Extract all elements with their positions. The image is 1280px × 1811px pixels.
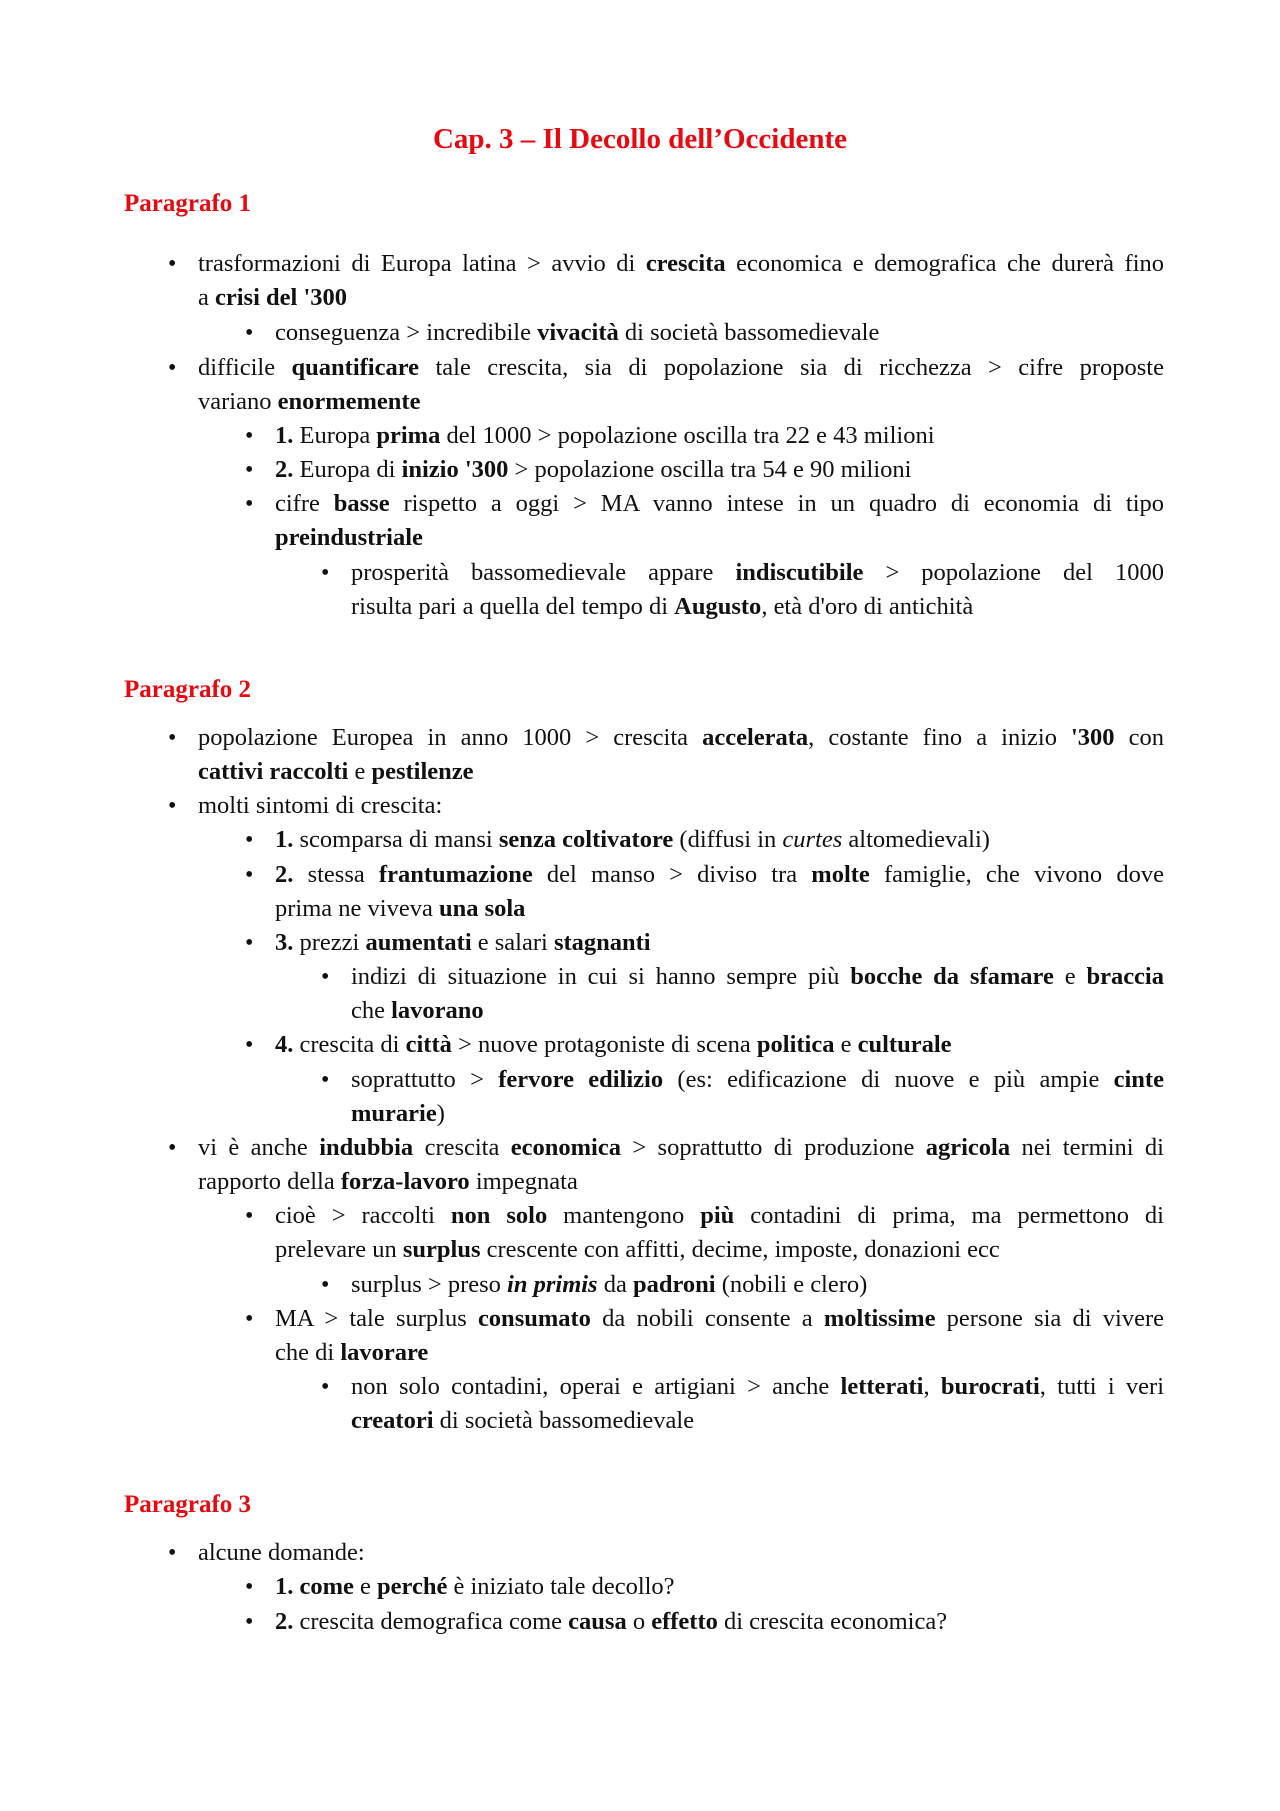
list-item: 1. Europa prima del 1000 > popolazione oscilla tra 22 e 43 milioni xyxy=(275,422,935,449)
list-item: vi è anche indubbia crescita economica > soprattutto di produzione agricola nei termini di rapporto della forza-lavoro impegnata xyxy=(198,1134,1164,1196)
list-item: soprattutto > fervore edilizio (es: edificazione di nuove e più ampie cinte murarie) xyxy=(351,1066,1164,1128)
list-item: conseguenza > incredibile vivacità di società bassomedievale xyxy=(275,319,880,346)
list-item: popolazione Europea in anno 1000 > crescita accelerata, costante fino a inizio '300 con cattivi raccolti e pestilenze xyxy=(198,724,1164,786)
list-item: molti sintomi di crescita: xyxy=(198,792,443,819)
bullet-icon: • xyxy=(245,827,254,853)
list-item: 4. crescita di città > nuove protagoniste di scena politica e culturale xyxy=(275,1031,952,1058)
bullet-icon: • xyxy=(168,793,177,819)
bullet-icon: • xyxy=(168,355,177,381)
bullet-icon: • xyxy=(321,560,330,586)
section-heading-3: Paragrafo 3 xyxy=(124,1491,252,1518)
bullet-icon: • xyxy=(245,1306,254,1332)
bullet-icon: • xyxy=(168,1135,177,1161)
list-item: non solo contadini, operai e artigiani > anche letterati, burocrati, tutti i veri creatori di società bassomedievale xyxy=(351,1373,1164,1435)
bullet-icon: • xyxy=(168,725,177,751)
list-item: MA > tale surplus consumato da nobili consente a moltissime persone sia di vivere che di lavorare xyxy=(275,1305,1164,1367)
list-item: 3. prezzi aumentati e salari stagnanti xyxy=(275,929,651,956)
list-item: 2. stessa frantumazione del manso > diviso tra molte famiglie, che vivono dove prima ne viveva una sola xyxy=(275,861,1164,923)
bullet-icon: • xyxy=(321,1067,330,1093)
bullet-icon: • xyxy=(245,1203,254,1229)
list-item: cioè > raccolti non solo mantengono più contadini di prima, ma permettono di prelevare un surplus crescente con affitti, decime, imposte, donazioni ecc xyxy=(275,1202,1164,1264)
list-item: 1. come e perché è iniziato tale decollo? xyxy=(275,1573,675,1600)
bullet-icon: • xyxy=(168,251,177,277)
bullet-icon: • xyxy=(245,491,254,517)
list-item: indizi di situazione in cui si hanno sempre più bocche da sfamare e braccia che lavorano xyxy=(351,963,1164,1025)
list-item: surplus > preso in primis da padroni (nobili e clero) xyxy=(351,1271,868,1298)
list-item: 1. scomparsa di mansi senza coltivatore (diffusi in curtes altomedievali) xyxy=(275,826,990,853)
page-title: Cap. 3 – Il Decollo dell’Occidente xyxy=(432,123,847,155)
bullet-icon: • xyxy=(245,423,254,449)
bullet-icon: • xyxy=(245,1574,254,1600)
bullet-icon: • xyxy=(245,930,254,956)
bullet-icon: • xyxy=(245,320,254,346)
list-item: alcune domande: xyxy=(198,1539,365,1566)
list-item: difficile quantificare tale crescita, sia di popolazione sia di ricchezza > cifre proposte variano enormemente xyxy=(198,354,1164,416)
list-item: 2. crescita demografica come causa o effetto di crescita economica? xyxy=(275,1608,948,1635)
list-item: 2. Europa di inizio '300 > popolazione oscilla tra 54 e 90 milioni xyxy=(275,456,912,483)
bullet-icon: • xyxy=(168,1540,177,1566)
bullet-icon: • xyxy=(245,1032,254,1058)
bullet-icon: • xyxy=(245,457,254,483)
section-heading-2: Paragrafo 2 xyxy=(124,676,252,703)
bullet-icon: • xyxy=(245,862,254,888)
list-item: trasformazioni di Europa latina > avvio di crescita economica e demografica che durerà fino a crisi del '300 xyxy=(198,250,1164,312)
list-item: cifre basse rispetto a oggi > MA vanno intese in un quadro di economia di tipo preindustriale xyxy=(275,490,1164,552)
bullet-icon: • xyxy=(245,1609,254,1635)
bullet-icon: • xyxy=(321,964,330,990)
list-item: prosperità bassomedievale appare indiscutibile > popolazione del 1000 risulta pari a quella del tempo di Augusto, età d'oro di antichità xyxy=(351,559,1164,621)
section-heading-1: Paragrafo 1 xyxy=(124,190,252,217)
bullet-icon: • xyxy=(321,1374,330,1400)
bullet-icon: • xyxy=(321,1272,330,1298)
